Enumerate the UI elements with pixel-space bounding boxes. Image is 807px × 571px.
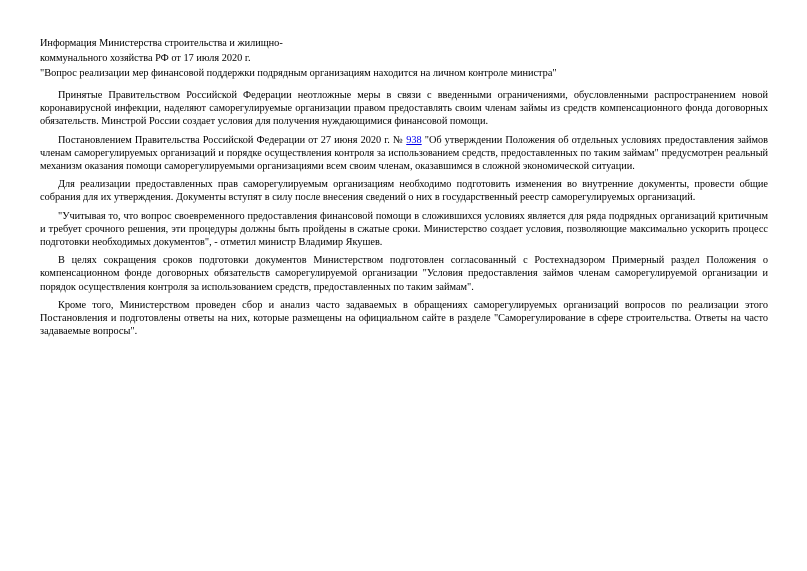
- paragraph-2-text-before: Постановлением Правительства Российской Федерации от 27 июня 2020 г. №: [58, 134, 407, 146]
- document-header: [40, 36, 768, 81]
- resolution-number-link[interactable]: 938: [406, 134, 422, 146]
- header-line-2: коммунального хозяйства РФ от 17 июля 2020 г.: [40, 53, 251, 64]
- paragraph-2: [40, 134, 768, 174]
- paragraph-2-text-after: "Об утверждении Положения об отдельных условиях предоставления займов членам саморегулируемых организаций и порядке осуществления контроля за использованием средств, предоставленных по таким займам" предусмотрен реальный механизм оказания помощи саморегулируемыми организациями всем своим членам, оказавшимся в сложной экономической ситуации.: [40, 134, 768, 173]
- paragraph-3: Для реализации предоставленных прав саморегулируемым организациям необходимо подготовить изменения во внутренние документы, провести общие собрания для их утверждения. Документы вступят в силу после внесения сведений о них в государственный реестр саморегулируемых организаций.: [40, 179, 768, 204]
- paragraph-6: Кроме того, Министерством проведен сбор и анализ часто задаваемых в обращениях саморегулируемых организаций вопросов по реализации этого Постановления и подготовлены ответы на них, которые размещены на официальном сайте в разделе "Саморегулирование в сфере строительства. Ответы на часто задаваемые вопросы".: [40, 299, 768, 338]
- paragraph-5: В целях сокращения сроков подготовки документов Министерством подготовлен согласованный с Ростехнадзором Примерный раздел Положения о компенсационном фонде договорных обязательств саморегулируемой организации "Условия предоставления займов членам саморегулируемой организации и порядок осуществления контроля за использованием средств, предоставленных по таким займам".: [40, 255, 768, 293]
- paragraph-4-quote: "Учитывая то, что вопрос своевременного предоставления финансовой помощи в сложившихся условиях является для ряда подрядных организаций критичным и требует срочного решения, эти процедуры должны быть пройдены в сжатые сроки. Министерство создает условия, позволяющие максимально ускорить процесс подготовки необходимых документов", - отметил министр Владимир Якушев.: [40, 210, 768, 249]
- header-line-3: "Вопрос реализации мер финансовой поддержки подрядным организациям находится на личном контроле министра": [40, 68, 557, 79]
- header-line-1: Информация Министерства строительства и жилищно-: [40, 38, 283, 49]
- document-page: [40, 36, 768, 343]
- paragraph-1: Принятые Правительством Российской Федерации неотложные меры в связи с введенными ограничениями, обусловленными распространением новой коронавирусной инфекции, наделяют саморегулируемые организации правом предоставлять своим членам займы из средств компенсационного фонда договорных обязательств. Минстрой России создает условия для получения нуждающимися финансовой помощи.: [40, 90, 768, 128]
